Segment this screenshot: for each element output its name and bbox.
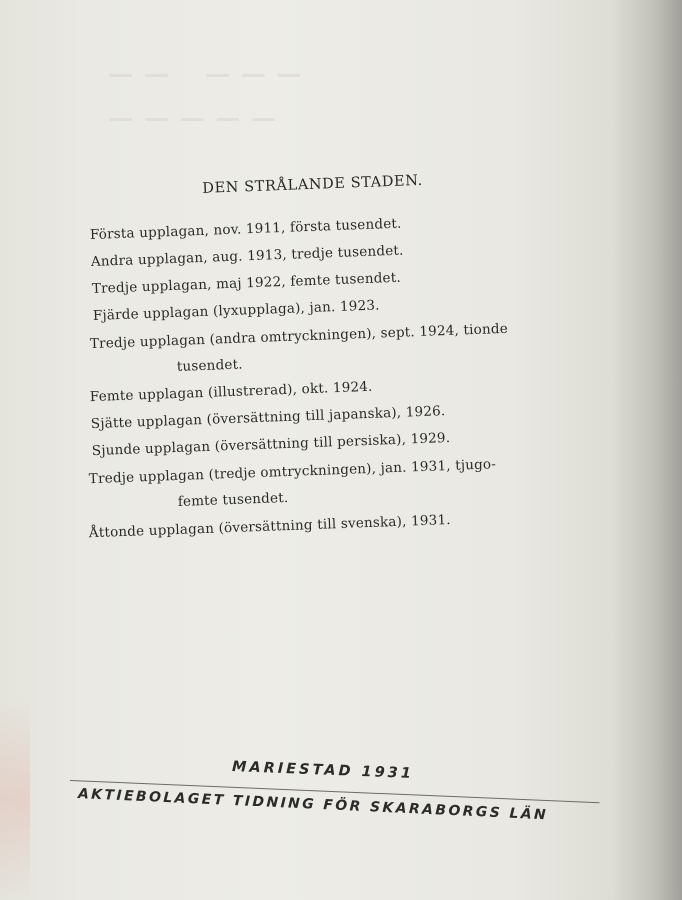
edition-line: Femte upplagan (illustrerad), okt. 1924. — [89, 378, 373, 406]
page-title: DEN STRÅLANDE STADEN. — [202, 172, 424, 197]
edition-line: Sjunde upplagan (översättning till persiska), 1929. — [91, 429, 451, 460]
imprint-place-year: MARIESTAD 1931 — [231, 759, 415, 782]
edition-line: Åttonde upplagan (översättning till svenska), 1931. — [88, 511, 451, 542]
edition-line-continuation: femte tusendet. — [177, 489, 289, 510]
edition-line: Tredje upplagan (andra omtryckningen), sept. 1924, tionde — [89, 320, 509, 353]
edition-line-continuation: tusendet. — [176, 356, 243, 375]
edition-line: Första upplagan, nov. 1911, första tusendet. — [89, 215, 402, 244]
edition-line: Tredje upplagan (tredje omtryckningen), jan. 1931, tjugo- — [88, 456, 497, 488]
edition-line: Sjätte upplagan (översättning till japanska), 1926. — [90, 403, 446, 433]
edition-line: Fjärde upplagan (lyxupplaga), jan. 1923. — [92, 297, 380, 324]
show-through-print: ── ─── ───── — [110, 56, 314, 141]
edition-line: Andra upplagan, aug. 1913, tredje tusendet. — [90, 242, 404, 270]
edition-line: Tredje upplagan, maj 1922, femte tusendet. — [91, 269, 402, 297]
imprint-publisher: AKTIEBOLAGET TIDNING FÖR SKARABORGS LÄN — [77, 786, 549, 824]
